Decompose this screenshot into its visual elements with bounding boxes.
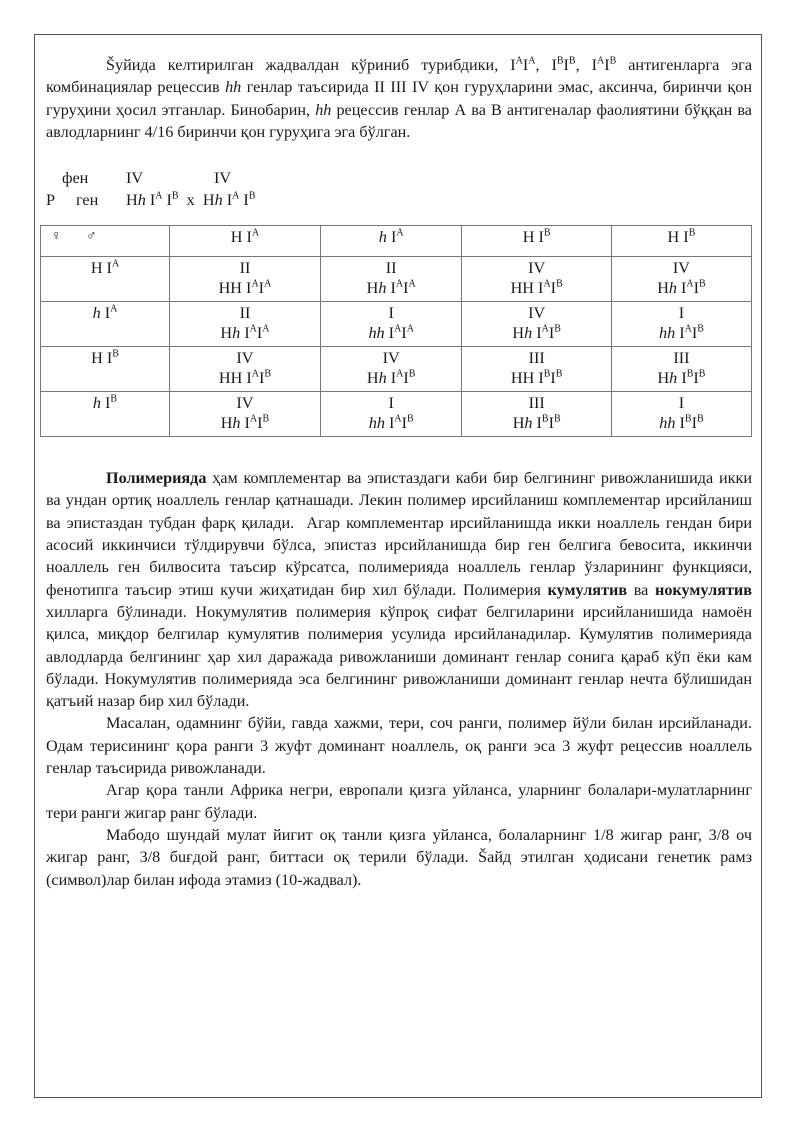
paragraph-offspring: Мабодо шундай мулат йигит оқ танли қизга уйланса, болаларнинг 1/8 жигар ранг, 3/8 оч жигар ранг, 3/8 бuғдой ранг, биттаси оқ терили бўлади. Šайд этилган ҳодисани генетик рамз (символ)лар билан ифода этамиз (10-жадвал). bbox=[46, 825, 752, 889]
table-cell: I hh $I^BI^B$ bbox=[611, 392, 751, 437]
punnett-table bbox=[40, 225, 752, 437]
paragraph-mulatto: Агар қора танли Африка негри, европали қизга уйланса, уларнинг болалари-мулатларнинг тери ранги жигар ранг бўлади. bbox=[46, 781, 752, 822]
table-col-header: H $I^B$ bbox=[611, 226, 751, 257]
table-cell: IV Hh $I^AI^B$ bbox=[320, 347, 462, 392]
table-cell: II Hh $I^AI^A$ bbox=[320, 257, 462, 302]
table-corner-sex-symbols: ♀ ♂ bbox=[41, 226, 170, 257]
genotype-cross: Hh $I^A$ $I^B$ x Hh $I^A$ $I^B$ bbox=[126, 190, 256, 210]
table-row bbox=[41, 347, 752, 392]
table-row bbox=[41, 392, 752, 437]
table-col-header: H $I^A$ bbox=[170, 226, 321, 257]
table-cell: I hh $I^AI^A$ bbox=[320, 302, 462, 347]
cross-scheme bbox=[46, 167, 752, 211]
phenotype-label: фен bbox=[62, 169, 89, 188]
table-cell: III Hh $I^BI^B$ bbox=[611, 347, 751, 392]
paragraph-polymery: Полимерияда ҳам комплементар ва эпистаздаги каби бир белгининг ривожланишида икки ва ундан ортиқ ноаллель генлар қатнашади. Лекин полимер ирсийланиш комплементар ирсийланиш ва эпистаздан тубдан фарқ қилади. Агар комплементар ирсийланишда икки ноаллель гендан бири асосий иккинчиси тўлдирувчи бўлса, эпистаз ирсийланишда бир ген белгига бевосита, иккинчи ноаллель ген билвосита таъсир кўрсатса, полимерияда ноаллель генлар ўзларининг функцияси, фенотипга таъсир этиш кучи жиҳатидан бир хил бўлади. Полимерия кумулятив ва нокумулятив хилларга бўлинади. Нокумулятив полимерия кўпроқ сифат белгиларини ирсийланишида намоён қилса, миқдор белгилар кумулятив полимерия усулида ирсийланадилар. Кумулятив полимерияда авлодларда белгининг ҳар хил даражада ривожланиши доминант генлар сонига қараб кўп ёки кам бўлади. Нокумулятив полимерияда эса белгининг ривожланиши доминант генлар нечта бўлишидан қатъий назар бир хил бўлади. bbox=[46, 469, 752, 711]
table-header-row bbox=[41, 226, 752, 257]
table-cell: I hh $I^AI^B$ bbox=[611, 302, 751, 347]
paragraph-intro: Šуйида келтирилган жадвалдан кўриниб турибдики, $I^AI^A$, $I^BI^B$, $I^AI^B$ антигенларга эга комбинациялар рецессив hh генлар таъсирида II III IV қон гуруҳларини эмас, аксинча, биринчи қон гуруҳини ҳосил этганлар. Бинобарин, hh рецессив генлар А ва В антигеналар фаолиятини бўққан ва авлодларнинг 4/16 биринчи қон гуруҳига эга бўлган. bbox=[46, 55, 752, 141]
table-row-header: H $I^B$ bbox=[41, 347, 170, 392]
table-cell: III Hh $I^BI^B$ bbox=[462, 392, 611, 437]
genotype-label: ген bbox=[76, 191, 99, 210]
table-cell: II Hh $I^AI^A$ bbox=[170, 302, 321, 347]
paragraph-example: Масалан, одамнинг бўйи, гавда хажми, тери, соч ранги, полимер йўли билан ирсийланади. Одам терисининг қора ранги 3 жуфт доминант ноаллель, оқ ранги эса 3 жуфт рецессив ноаллель генлар таъсирида ривожланади. bbox=[46, 714, 752, 778]
table-cell: IV Hh $I^AI^B$ bbox=[170, 392, 321, 437]
table-row bbox=[41, 302, 752, 347]
table-cell: IV HH $I^AI^B$ bbox=[462, 257, 611, 302]
parent-label: P bbox=[46, 191, 56, 210]
table-cell: IV HH $I^AI^B$ bbox=[170, 347, 321, 392]
table-col-header: H $I^B$ bbox=[462, 226, 611, 257]
table-cell: IV Hh $I^AI^B$ bbox=[462, 302, 611, 347]
phenotype-right: IV bbox=[214, 169, 232, 188]
phenotype-left: IV bbox=[126, 169, 144, 188]
table-cell: III HH $I^BI^B$ bbox=[462, 347, 611, 392]
table-row-header: h $I^A$ bbox=[41, 302, 170, 347]
table-cell: IV Hh $I^AI^B$ bbox=[611, 257, 751, 302]
table-row-header: H $I^A$ bbox=[41, 257, 170, 302]
table-cell: I hh $I^AI^B$ bbox=[320, 392, 462, 437]
table-col-header: h $I^A$ bbox=[320, 226, 462, 257]
document-body bbox=[46, 54, 752, 891]
table-row-header: h $I^B$ bbox=[41, 392, 170, 437]
table-cell: II HH $I^AI^A$ bbox=[170, 257, 321, 302]
table-row bbox=[41, 257, 752, 302]
